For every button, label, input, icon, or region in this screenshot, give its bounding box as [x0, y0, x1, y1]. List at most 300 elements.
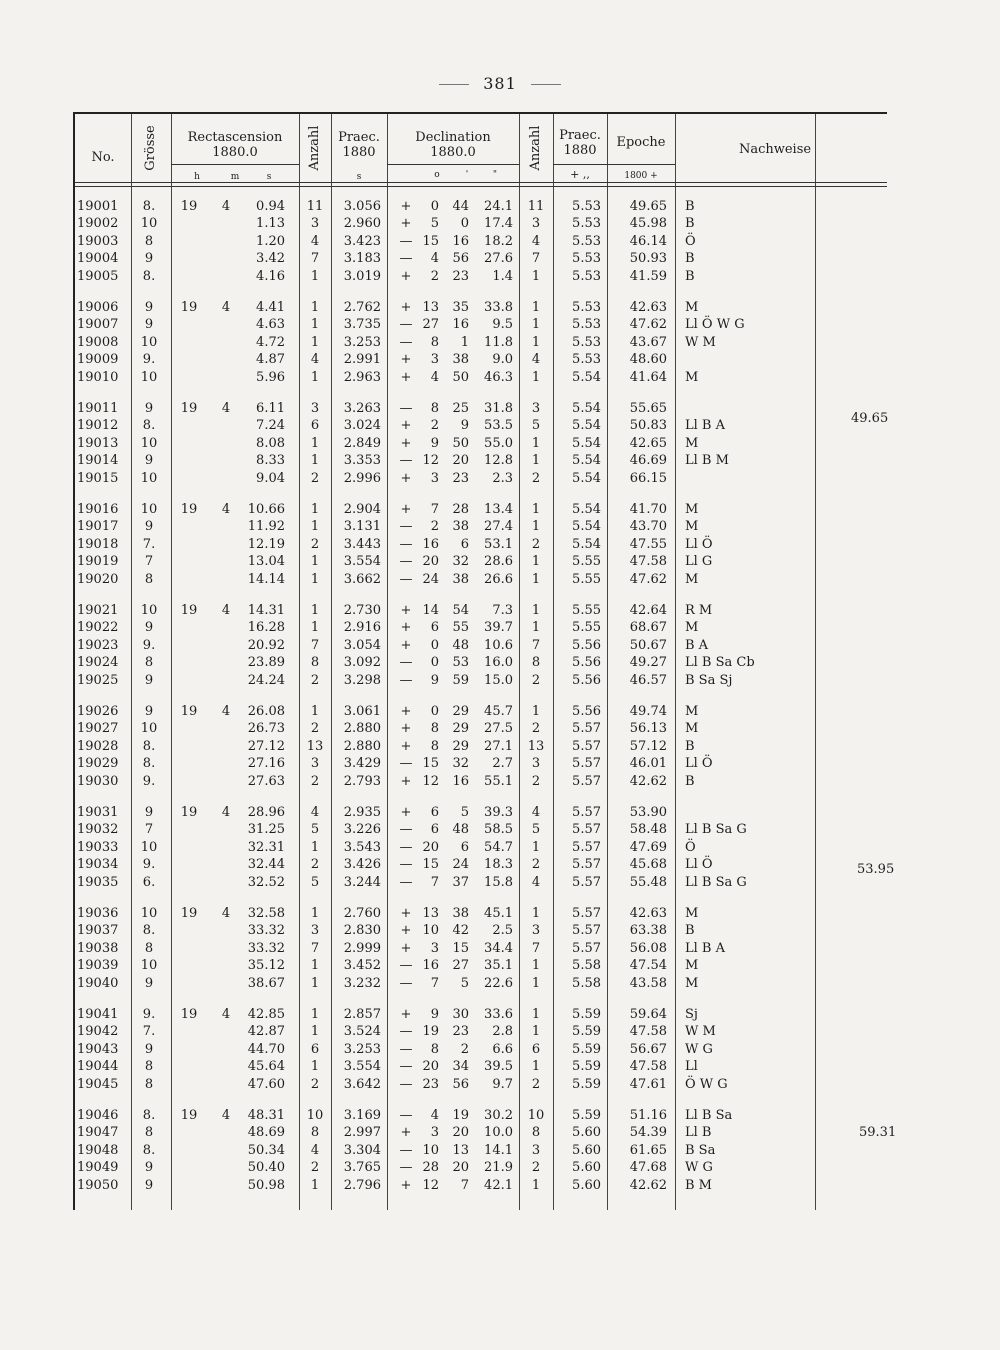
cell-ra-s: 8.33: [256, 453, 285, 469]
cell-no: 19046: [77, 1108, 119, 1123]
cell-praec: 3.263: [343, 401, 381, 416]
cell-anzahl: 1: [310, 369, 320, 385]
cell-decl-sec: 1.4: [492, 268, 513, 284]
cell-anzahl-2: 10: [527, 1108, 545, 1123]
cell-ra-m: 4: [221, 805, 231, 820]
cell-decl-sign: +: [400, 637, 412, 653]
col-header-no: No.: [91, 150, 115, 165]
cell-groesse: 8: [144, 571, 154, 587]
cell-epoche: 50.67: [629, 637, 667, 653]
cell-decl-min: 38: [452, 571, 469, 587]
cell-ra-s: 50.40: [247, 1160, 285, 1176]
cell-praec-2: 5.59: [572, 1007, 601, 1022]
cell-ra-s: 50.98: [247, 1177, 285, 1193]
cell-epoche: 47.58: [629, 554, 667, 570]
cell-epoche: 49.27: [629, 655, 667, 671]
cell-nachweise: M: [685, 502, 699, 517]
cell-anzahl-2: 2: [531, 536, 541, 552]
cell-anzahl-2: 1: [531, 620, 541, 636]
cell-decl-sec: 55.1: [484, 773, 513, 789]
cell-no: 19010: [77, 369, 119, 385]
cell-decl-deg: 20: [422, 1059, 439, 1075]
cell-ra-m: 4: [221, 906, 231, 921]
cell-ra-m: 4: [221, 401, 231, 416]
cell-groesse: 9: [144, 317, 154, 333]
cell-anzahl: 6: [310, 1041, 320, 1057]
cell-nachweise: W G: [685, 1160, 713, 1176]
cell-nachweise: Ll G: [685, 554, 713, 570]
cell-praec: 3.024: [343, 418, 381, 434]
cell-epoche: 47.55: [629, 536, 667, 552]
cell-decl-min: 0: [460, 216, 469, 232]
cell-anzahl: 3: [310, 923, 320, 939]
cell-praec: 3.429: [343, 756, 381, 772]
cell-decl-deg: 2: [430, 418, 439, 434]
cell-anzahl-2: 1: [531, 906, 541, 921]
cell-decl-deg: 0: [430, 655, 439, 671]
cell-groesse: 8.: [142, 756, 156, 772]
cell-nachweise: M: [685, 571, 699, 587]
cell-nachweise: M: [685, 620, 699, 636]
cell-praec: 3.452: [343, 958, 381, 974]
cell-nachweise: B A: [685, 637, 709, 653]
cell-anzahl-2: 1: [531, 268, 541, 284]
cell-nachweise: Ll Ö: [685, 536, 713, 552]
cell-groesse: 8.: [142, 268, 156, 284]
cell-decl-sec: 9.7: [492, 1076, 513, 1092]
cell-decl-sign: —: [399, 1076, 413, 1092]
cell-praec: 3.226: [343, 822, 381, 838]
cell-decl-sign: +: [400, 923, 412, 939]
cell-decl-sign: —: [399, 822, 413, 838]
cell-epoche: 56.08: [629, 940, 667, 956]
cell-decl-min: 50: [452, 435, 469, 451]
cell-anzahl: 4: [310, 1142, 320, 1158]
cell-no: 19008: [77, 334, 119, 350]
cell-groesse: 8.: [142, 418, 156, 434]
cell-no: 19019: [77, 554, 119, 570]
cell-decl-sign: —: [399, 536, 413, 552]
cell-decl-sign: +: [400, 721, 412, 737]
cell-ra-h: 19: [180, 906, 198, 921]
cell-praec-2: 5.56: [572, 672, 601, 688]
cell-ra-s: 9.04: [256, 470, 285, 486]
cell-groesse: 7: [144, 554, 154, 570]
margin-value: 53.95: [857, 862, 895, 877]
table-row: [75, 569, 887, 591]
cell-praec: 3.169: [343, 1108, 381, 1123]
cell-decl-min: 19: [452, 1108, 469, 1123]
cell-epoche: 59.64: [629, 1007, 667, 1022]
cell-ra-s: 27.63: [247, 773, 285, 789]
cell-decl-sec: 13.4: [484, 502, 513, 517]
cell-decl-sec: 58.5: [484, 822, 513, 838]
margin-value: 59.31: [859, 1125, 897, 1140]
cell-nachweise: Ll B: [685, 1125, 712, 1141]
cell-decl-min: 20: [452, 1125, 469, 1141]
cell-groesse: 9: [144, 704, 154, 719]
cell-no: 19003: [77, 233, 119, 249]
cell-decl-min: 50: [452, 369, 469, 385]
cell-groesse: 9: [144, 401, 154, 416]
cell-praec: 3.244: [343, 874, 381, 890]
cell-ra-s: 33.32: [247, 923, 285, 939]
cell-nachweise: B: [685, 773, 695, 789]
cell-praec-2: 5.55: [572, 571, 601, 587]
cell-decl-deg: 5: [430, 216, 439, 232]
cell-praec: 3.765: [343, 1160, 381, 1176]
cell-decl-deg: 23: [422, 1076, 439, 1092]
cell-praec: 2.760: [343, 906, 381, 921]
cell-ra-m: 4: [221, 199, 231, 214]
cell-nachweise: Ll B Sa: [685, 1108, 733, 1123]
cell-praec: 2.849: [343, 435, 381, 451]
cell-decl-deg: 3: [430, 1125, 439, 1141]
cell-decl-sec: 39.3: [484, 805, 513, 820]
cell-praec: 2.904: [343, 502, 381, 517]
cell-decl-sec: 54.7: [484, 839, 513, 855]
cell-decl-sec: 46.3: [484, 369, 513, 385]
col-header-praec-2: Praec.: [559, 128, 601, 143]
cell-praec-2: 5.53: [572, 216, 601, 232]
page-number-text: 381: [483, 74, 517, 93]
cell-nachweise: M: [685, 300, 699, 315]
cell-no: 19030: [77, 773, 119, 789]
cell-ra-s: 1.13: [256, 216, 285, 232]
cell-ra-s: 45.64: [247, 1059, 285, 1075]
cell-no: 19027: [77, 721, 119, 737]
cell-decl-sign: —: [399, 874, 413, 890]
cell-nachweise: B: [685, 923, 695, 939]
cell-anzahl: 1: [310, 1059, 320, 1075]
cell-praec-2: 5.59: [572, 1076, 601, 1092]
cell-epoche: 42.63: [629, 906, 667, 921]
cell-epoche: 49.65: [629, 199, 667, 214]
cell-praec: 3.253: [343, 1041, 381, 1057]
cell-anzahl: 8: [310, 655, 320, 671]
cell-anzahl-2: 2: [531, 470, 541, 486]
cell-decl-min: 59: [452, 672, 469, 688]
cell-praec-2: 5.53: [572, 334, 601, 350]
cell-decl-deg: 12: [422, 1177, 439, 1193]
cell-decl-deg: 15: [422, 756, 439, 772]
cell-decl-sign: —: [399, 1142, 413, 1158]
cell-decl-sign: —: [399, 839, 413, 855]
cell-anzahl-2: 2: [531, 1076, 541, 1092]
cell-decl-sign: +: [400, 773, 412, 789]
cell-groesse: 8.: [142, 923, 156, 939]
col-header-praec: Praec.: [338, 130, 380, 145]
cell-groesse: 9.: [142, 637, 156, 653]
cell-decl-sign: +: [400, 199, 412, 214]
cell-epoche: 56.13: [629, 721, 667, 737]
cell-anzahl: 7: [310, 940, 320, 956]
cell-decl-deg: 6: [430, 822, 439, 838]
cell-decl-deg: 13: [422, 906, 439, 921]
cell-decl-sign: +: [400, 1007, 412, 1022]
cell-ra-s: 26.73: [247, 721, 285, 737]
cell-decl-sign: +: [400, 502, 412, 517]
cell-decl-sign: —: [399, 1160, 413, 1176]
cell-nachweise: M: [685, 958, 699, 974]
cell-decl-sign: —: [399, 233, 413, 249]
cell-ra-s: 24.24: [247, 672, 285, 688]
cell-ra-s: 8.08: [256, 435, 285, 451]
cell-anzahl: 5: [310, 874, 320, 890]
cell-decl-min: 23: [452, 470, 469, 486]
cell-groesse: 9: [144, 300, 154, 315]
cell-decl-deg: 16: [422, 536, 439, 552]
cell-anzahl-2: 2: [531, 672, 541, 688]
cell-praec: 2.762: [343, 300, 381, 315]
cell-decl-deg: 14: [422, 603, 439, 618]
cell-nachweise: W M: [685, 334, 716, 350]
cell-epoche: 50.93: [629, 251, 667, 267]
cell-anzahl-2: 8: [531, 655, 541, 671]
cell-praec: 3.232: [343, 975, 381, 991]
cell-praec-2: 5.54: [572, 435, 601, 451]
cell-nachweise: B: [685, 199, 695, 214]
cell-decl-min: 53: [452, 655, 469, 671]
cell-praec: 2.996: [343, 470, 381, 486]
cell-decl-deg: 7: [430, 975, 439, 991]
cell-decl-min: 37: [452, 874, 469, 890]
cell-praec: 3.056: [343, 199, 381, 214]
cell-anzahl: 1: [310, 975, 320, 991]
cell-decl-sec: 9.0: [492, 352, 513, 368]
cell-ra-s: 26.08: [247, 704, 285, 719]
cell-anzahl: 10: [306, 1108, 324, 1123]
cell-decl-sign: +: [400, 268, 412, 284]
cell-epoche: 46.57: [629, 672, 667, 688]
cell-decl-deg: 4: [430, 369, 439, 385]
cell-decl-deg: 7: [430, 874, 439, 890]
cell-decl-deg: 0: [430, 199, 439, 214]
col-header-epoche: Epoche: [616, 135, 666, 150]
cell-ra-m: 4: [221, 1007, 231, 1022]
cell-praec-2: 5.56: [572, 704, 601, 719]
cell-praec-2: 5.54: [572, 401, 601, 416]
table-row: [75, 973, 887, 995]
cell-decl-sign: —: [399, 655, 413, 671]
cell-praec-2: 5.59: [572, 1059, 601, 1075]
cell-nachweise: Ll B A: [685, 418, 725, 434]
cell-no: 19032: [77, 822, 119, 838]
cell-groesse: 9: [144, 1160, 154, 1176]
cell-decl-min: 35: [452, 300, 469, 315]
cell-epoche: 42.65: [629, 435, 667, 451]
cell-decl-sign: +: [400, 470, 412, 486]
cell-praec-2: 5.54: [572, 536, 601, 552]
cell-decl-sec: 39.5: [484, 1059, 513, 1075]
cell-decl-sec: 34.4: [484, 940, 513, 956]
cell-decl-min: 27: [452, 958, 469, 974]
cell-nachweise: Sj: [685, 1007, 698, 1022]
cell-no: 19023: [77, 637, 119, 653]
cell-decl-sign: —: [399, 554, 413, 570]
cell-anzahl-2: 7: [531, 251, 541, 267]
catalogue-table: [73, 112, 897, 1210]
cell-ra-s: 14.14: [247, 571, 285, 587]
cell-ra-h: 19: [180, 704, 198, 719]
cell-decl-min: 48: [452, 637, 469, 653]
cell-praec-2: 5.57: [572, 906, 601, 921]
cell-ra-s: 27.12: [247, 738, 285, 754]
cell-anzahl: 1: [310, 502, 320, 517]
cell-decl-sign: —: [399, 453, 413, 469]
cell-nachweise: B Sa Sj: [685, 672, 733, 688]
cell-epoche: 49.74: [629, 704, 667, 719]
cell-praec-2: 5.53: [572, 233, 601, 249]
cell-decl-min: 30: [452, 1007, 469, 1022]
cell-anzahl-2: 1: [531, 839, 541, 855]
cell-praec: 3.426: [343, 857, 381, 873]
cell-ra-s: 23.89: [247, 655, 285, 671]
cell-ra-s: 32.52: [247, 874, 285, 890]
cell-ra-s: 20.92: [247, 637, 285, 653]
cell-epoche: 42.62: [629, 773, 667, 789]
cell-anzahl-2: 1: [531, 571, 541, 587]
cell-epoche: 47.68: [629, 1160, 667, 1176]
cell-decl-deg: 3: [430, 352, 439, 368]
cell-no: 19039: [77, 958, 119, 974]
cell-decl-sec: 15.8: [484, 874, 513, 890]
cell-praec-2: 5.54: [572, 502, 601, 517]
cell-decl-deg: 20: [422, 554, 439, 570]
cell-no: 19035: [77, 874, 119, 890]
cell-nachweise: Ö: [685, 839, 696, 855]
cell-praec: 2.935: [343, 805, 381, 820]
cell-decl-sec: 21.9: [484, 1160, 513, 1176]
cell-decl-min: 2: [460, 1041, 469, 1057]
cell-no: 19011: [77, 401, 119, 416]
cell-praec-2: 5.57: [572, 773, 601, 789]
cell-praec: 2.830: [343, 923, 381, 939]
cell-no: 19004: [77, 251, 119, 267]
cell-groesse: 10: [140, 906, 158, 921]
cell-anzahl: 13: [306, 738, 324, 754]
cell-decl-sign: +: [400, 1177, 412, 1193]
cell-groesse: 10: [140, 721, 158, 737]
col-header-anzahl-2: Anzahl: [528, 125, 543, 171]
cell-decl-sec: 2.5: [492, 923, 513, 939]
cell-decl-sec: 26.6: [484, 571, 513, 587]
cell-decl-deg: 8: [430, 738, 439, 754]
cell-decl-sec: 28.6: [484, 554, 513, 570]
dash-right: [531, 84, 561, 85]
cell-anzahl-2: 1: [531, 435, 541, 451]
cell-anzahl: 1: [310, 839, 320, 855]
cell-decl-deg: 8: [430, 721, 439, 737]
cell-praec-2: 5.55: [572, 554, 601, 570]
cell-decl-sign: +: [400, 940, 412, 956]
cell-nachweise: Ö W G: [685, 1076, 728, 1092]
ra-unit-m: m: [230, 172, 240, 182]
sub-rule: [387, 164, 519, 165]
cell-groesse: 7: [144, 822, 154, 838]
cell-anzahl-2: 1: [531, 1007, 541, 1022]
cell-decl-sec: 22.6: [484, 975, 513, 991]
cell-anzahl: 1: [310, 300, 320, 315]
cell-decl-deg: 8: [430, 401, 439, 416]
cell-ra-h: 19: [180, 300, 198, 315]
cell-groesse: 8: [144, 1059, 154, 1075]
cell-praec-2: 5.53: [572, 317, 601, 333]
cell-decl-min: 32: [452, 756, 469, 772]
cell-ra-s: 3.42: [256, 251, 285, 267]
col-header-praec-year: 1880: [342, 145, 376, 160]
cell-nachweise: Ll B Sa G: [685, 874, 747, 890]
cell-groesse: 9.: [142, 1007, 156, 1022]
cell-anzahl-2: 2: [531, 721, 541, 737]
table-row: [75, 670, 887, 692]
cell-ra-h: 19: [180, 603, 198, 618]
cell-decl-sec: 39.7: [484, 620, 513, 636]
cell-anzahl: 3: [310, 756, 320, 772]
cell-decl-min: 28: [452, 502, 469, 517]
cell-decl-sign: +: [400, 738, 412, 754]
cell-anzahl-2: 7: [531, 940, 541, 956]
cell-ra-s: 11.92: [247, 519, 285, 535]
cell-decl-sec: 10.0: [484, 1125, 513, 1141]
cell-decl-sign: —: [399, 1108, 413, 1123]
cell-decl-min: 5: [460, 805, 469, 820]
cell-decl-deg: 2: [430, 268, 439, 284]
cell-praec: 2.880: [343, 721, 381, 737]
cell-groesse: 9.: [142, 857, 156, 873]
cell-ra-s: 4.63: [256, 317, 285, 333]
cell-epoche: 46.14: [629, 233, 667, 249]
col-header-groesse: Grösse: [143, 125, 158, 171]
cell-decl-min: 29: [452, 704, 469, 719]
cell-no: 19021: [77, 603, 119, 618]
cell-no: 19036: [77, 906, 119, 921]
cell-decl-min: 54: [452, 603, 469, 618]
cell-ra-h: 19: [180, 1007, 198, 1022]
cell-ra-s: 38.67: [247, 975, 285, 991]
cell-nachweise: M: [685, 975, 699, 991]
cell-decl-sign: —: [399, 756, 413, 772]
sub-rule: [607, 164, 675, 165]
cell-decl-min: 29: [452, 738, 469, 754]
cell-ra-s: 4.87: [256, 352, 285, 368]
cell-decl-sign: —: [399, 571, 413, 587]
cell-decl-min: 42: [452, 923, 469, 939]
cell-ra-s: 10.66: [247, 502, 285, 517]
cell-groesse: 8.: [142, 1108, 156, 1123]
cell-praec-2: 5.57: [572, 721, 601, 737]
cell-anzahl: 1: [310, 1007, 320, 1022]
cell-praec: 3.183: [343, 251, 381, 267]
cell-ra-s: 14.31: [247, 603, 285, 618]
cell-anzahl: 1: [310, 603, 320, 618]
cell-decl-sign: +: [400, 216, 412, 232]
cell-praec: 3.353: [343, 453, 381, 469]
cell-decl-deg: 28: [422, 1160, 439, 1176]
cell-anzahl-2: 2: [531, 857, 541, 873]
epoche-unit: 1800 +: [624, 171, 658, 181]
cell-no: 19028: [77, 738, 119, 754]
cell-praec-2: 5.56: [572, 655, 601, 671]
cell-praec-2: 5.53: [572, 268, 601, 284]
cell-praec: 3.131: [343, 519, 381, 535]
cell-nachweise: B Sa: [685, 1142, 716, 1158]
cell-no: 19012: [77, 418, 119, 434]
cell-ra-s: 42.87: [247, 1024, 285, 1040]
cell-praec: 2.963: [343, 369, 381, 385]
cell-anzahl-2: 1: [531, 603, 541, 618]
praec-2-unit: + ,,: [570, 168, 590, 181]
